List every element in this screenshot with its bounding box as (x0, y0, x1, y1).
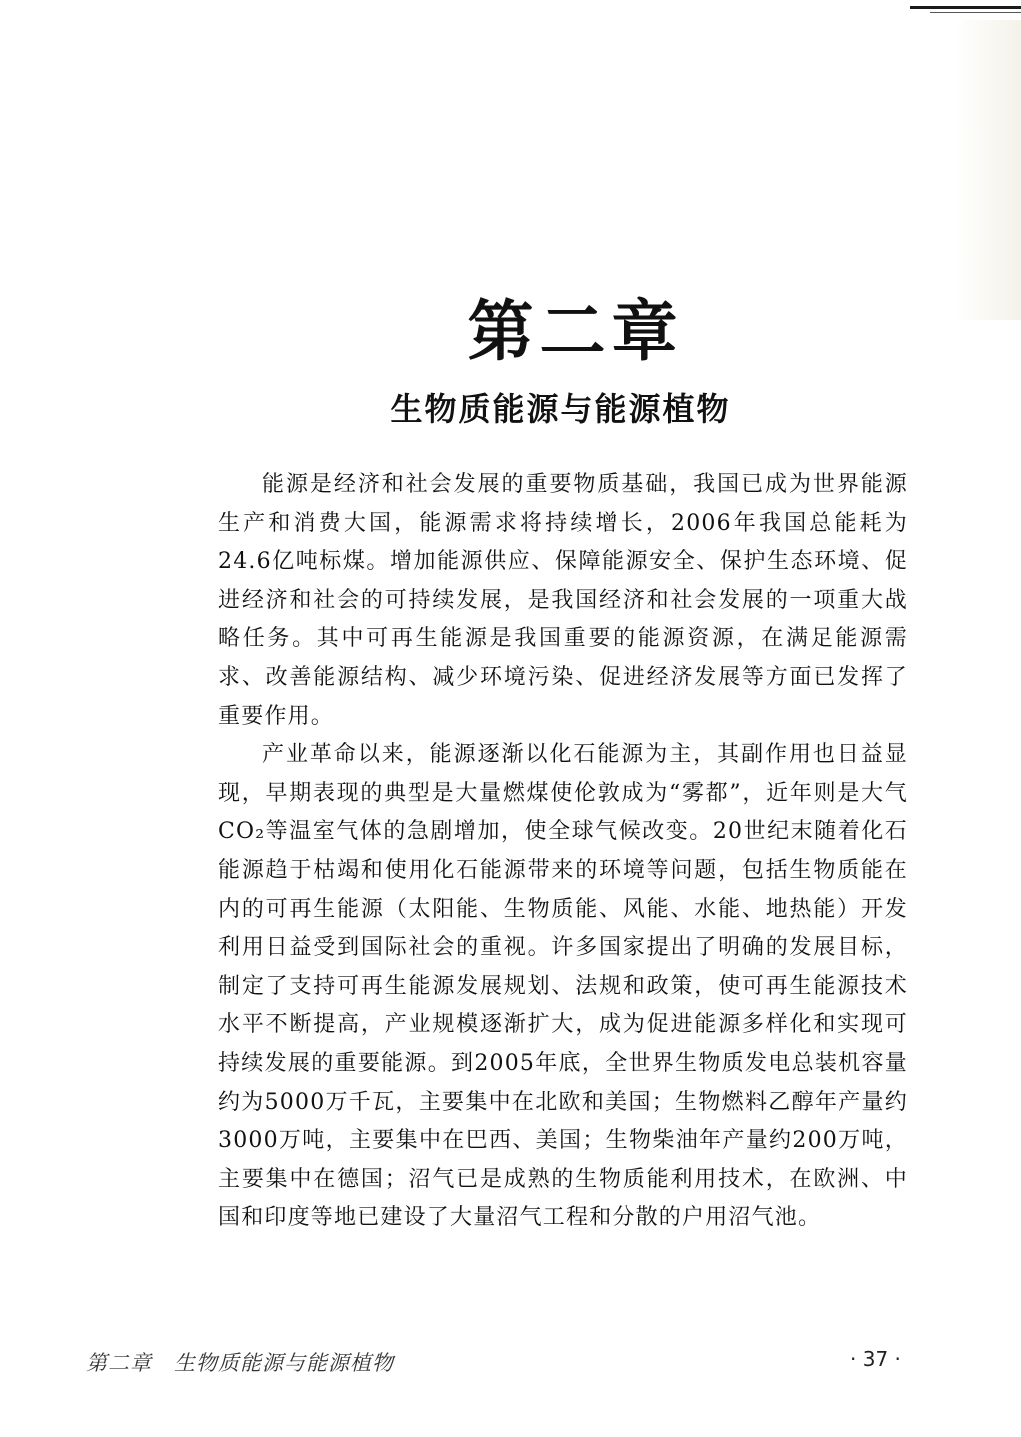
paragraph: 能源是经济和社会发展的重要物质基础，我国已成为世界能源生产和消费大国，能源需求将持续增长，2006年我国总能耗为24.6亿吨标煤。增加能源供应、保障能源安全、保护生态环境、促进经济和社会的可持续发展，是我国经济和社会发展的一项重大战略任务。其中可再生能源是我国重要的能源资源，在满足能源需求、改善能源结构、减少环境污染、促进经济发展等方面已发挥了重要作用。 (218, 472, 908, 729)
scan-shadow (953, 20, 1021, 320)
chapter-subtitle: 生物质能源与能源植物 (390, 390, 731, 428)
running-head: 第二章 生物质能源与能源植物 (86, 1351, 394, 1375)
page-number: · 37 · (850, 1347, 901, 1371)
chapter-title: 第二章 (467, 292, 684, 370)
scan-edge-line-secondary (930, 12, 1021, 13)
body-text (218, 466, 908, 1238)
scan-edge-line (910, 6, 1021, 9)
paragraph: 产业革命以来，能源逐渐以化石能源为主，其副作用也日益显现，早期表现的典型是大量燃煤使伦敦成为“雾都”，近年则是大气CO₂等温室气体的急剧增加，使全球气候改变。20世纪末随着化石能源趋于枯竭和使用化石能源带来的环境等问题，包括生物质能在内的可再生能源（太阳能、生物质能、风能、水能、地热能）开发利用日益受到国际社会的重视。许多国家提出了明确的发展目标，制定了支持可再生能源发展规划、法规和政策，使可再生能源技术水平不断提高，产业规模逐渐扩大，成为促进能源多样化和实现可持续发展的重要能源。到2005年底，全世界生物质发电总装机容量约为5000万千瓦，主要集中在北欧和美国；生物燃料乙醇年产量约3000万吨，主要集中在巴西、美国；生物柴油年产量约200万吨，主要集中在德国；沼气已是成熟的生物质能利用技术，在欧洲、中国和印度等地已建设了大量沼气工程和分散的户用沼气池。 (218, 742, 908, 1231)
